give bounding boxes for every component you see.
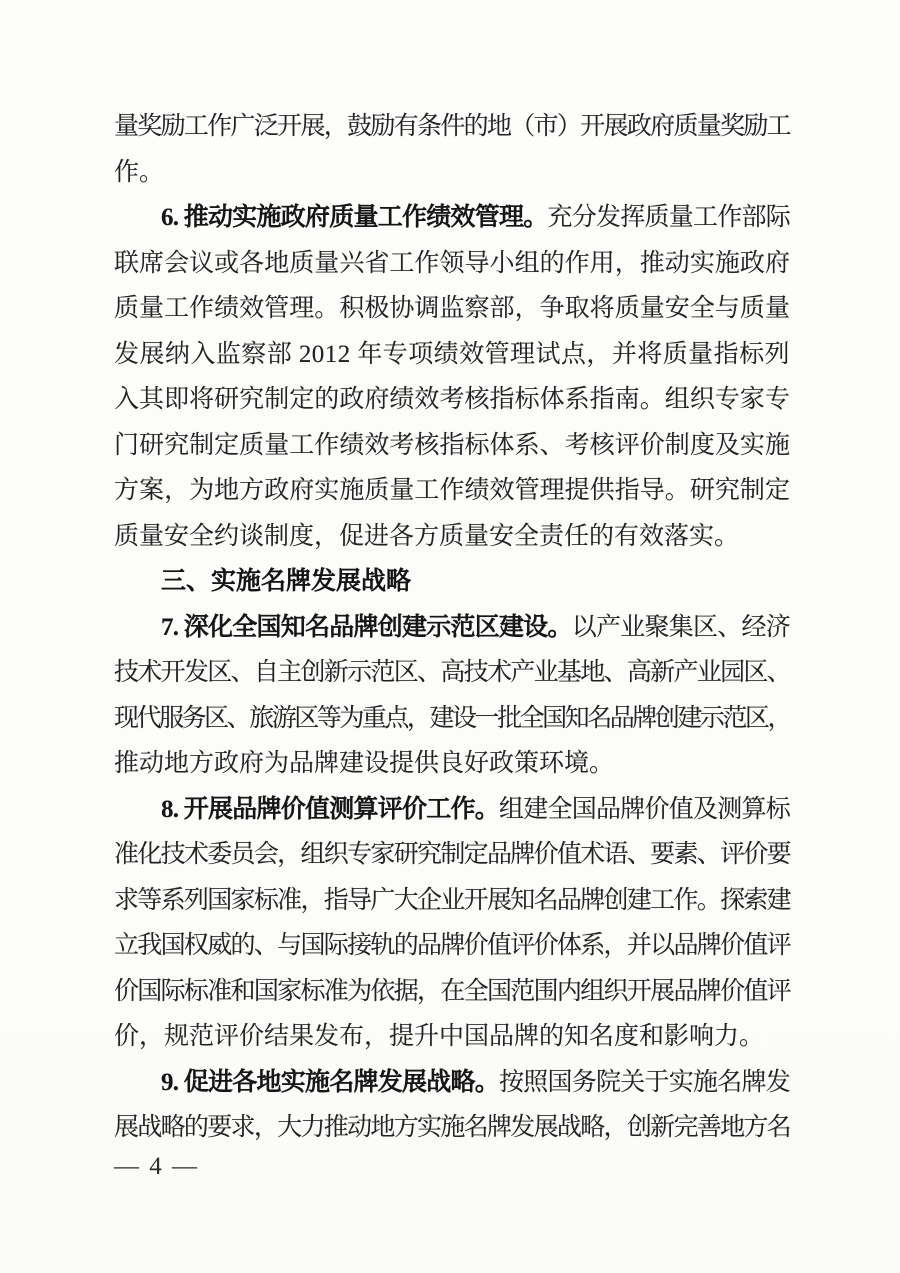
text-line: [114, 787, 790, 833]
text-line: [114, 969, 790, 1015]
paragraph-indent: [114, 634, 161, 635]
text-line: [114, 741, 790, 787]
text-line: [114, 377, 790, 423]
paragraph-text: 充分发挥质量工作部际: [547, 204, 790, 231]
paragraph-text: 价国际标准和国家标准为依据，在全国范围内组织开展品牌价值评: [114, 977, 790, 1005]
text-line: [114, 104, 790, 150]
paragraph-text: 求等系列国家标准，指导广大企业开展知名品牌创建工作。探索建: [114, 886, 790, 914]
text-line: [114, 468, 790, 514]
text-line: [114, 923, 790, 969]
text-line: [114, 696, 790, 742]
paragraph-text: 质量安全约谈制度，促进各方质量安全责任的有效落实。: [114, 522, 740, 550]
paragraph-text: 联席会议或各地质量兴省工作领导小组的作用，推动实施政府: [114, 249, 790, 277]
text-line: [114, 514, 790, 560]
text-line: [114, 1060, 790, 1106]
text-line: [114, 332, 790, 378]
text-line: [114, 286, 790, 332]
text-line: [114, 832, 790, 878]
text-line: [114, 241, 790, 287]
paragraph-indent: [114, 816, 161, 817]
paragraph-text: 量奖励工作广泛开展，鼓励有条件的地（市）开展政府质量奖励工: [114, 113, 790, 140]
text-line: [114, 605, 790, 651]
section-heading-text: 三、实施名牌发展战略: [161, 567, 412, 595]
document-body: [114, 104, 790, 1151]
paragraph-text: 价，规范评价结果发布，提升中国品牌的知名度和影响力。: [114, 1023, 765, 1050]
text-line: [114, 650, 790, 696]
paragraph-text: 准化技术委员会，组织专家研究制定品牌价值术语、要素、评价要: [114, 841, 790, 868]
text-line: [114, 423, 790, 469]
paragraph-text: 入其即将研究制定的政府绩效考核指标体系指南。组织专家专: [114, 386, 790, 413]
paragraph-text: 展战略的要求，大力推动地方实施名牌发展战略，创新完善地方名: [114, 1114, 790, 1141]
paragraph-text: 以产业聚集区、经济: [571, 613, 790, 641]
paragraph-indent: [114, 588, 161, 589]
paragraph-text: 现代服务区、旅游区等为重点，建设一批全国知名品牌创建示范区，: [114, 704, 790, 732]
text-line: [114, 195, 790, 241]
page-number: — 4 —: [114, 1153, 199, 1180]
text-line: [114, 150, 790, 196]
paragraph-text: 质量工作绩效管理。积极协调监察部，争取将质量安全与质量: [114, 295, 790, 322]
paragraph-text: 按照国务院关于实施名牌发: [499, 1068, 790, 1096]
section-heading-3: [114, 559, 790, 605]
paragraph-lead-bold: 8. 开展品牌价值测算评价工作。: [161, 795, 499, 823]
paragraph-text: 立我国权威的、与国际接轨的品牌价值评价体系，并以品牌价值评: [114, 932, 790, 959]
paragraph-text: 技术开发区、自主创新示范区、高技术产业基地、高新产业园区、: [114, 659, 790, 686]
paragraph-text: 门研究制定质量工作绩效考核指标体系、考核评价制度及实施: [114, 431, 790, 459]
paragraph-text: 方案，为地方政府实施质量工作绩效管理提供指导。研究制定: [114, 477, 790, 504]
text-line: [114, 1105, 790, 1151]
paragraph-text: 推动地方政府为品牌建设提供良好政策环境。: [114, 750, 615, 777]
paragraph-text: 发展纳入监察部 2012 年专项绩效管理试点，并将质量指标列: [114, 340, 790, 368]
text-line: [114, 1014, 790, 1060]
text-line: [114, 878, 790, 924]
paragraph-lead-bold: 6. 推动实施政府质量工作绩效管理。: [161, 204, 548, 231]
paragraph-indent: [114, 224, 161, 225]
paragraph-text: 组建全国品牌价值及测算标: [499, 795, 790, 823]
paragraph-indent: [114, 1089, 161, 1090]
paragraph-lead-bold: 7. 深化全国知名品牌创建示范区建设。: [161, 613, 572, 641]
paragraph-text: 作。: [114, 158, 165, 186]
paragraph-lead-bold: 9. 促进各地实施名牌发展战略。: [161, 1068, 499, 1096]
